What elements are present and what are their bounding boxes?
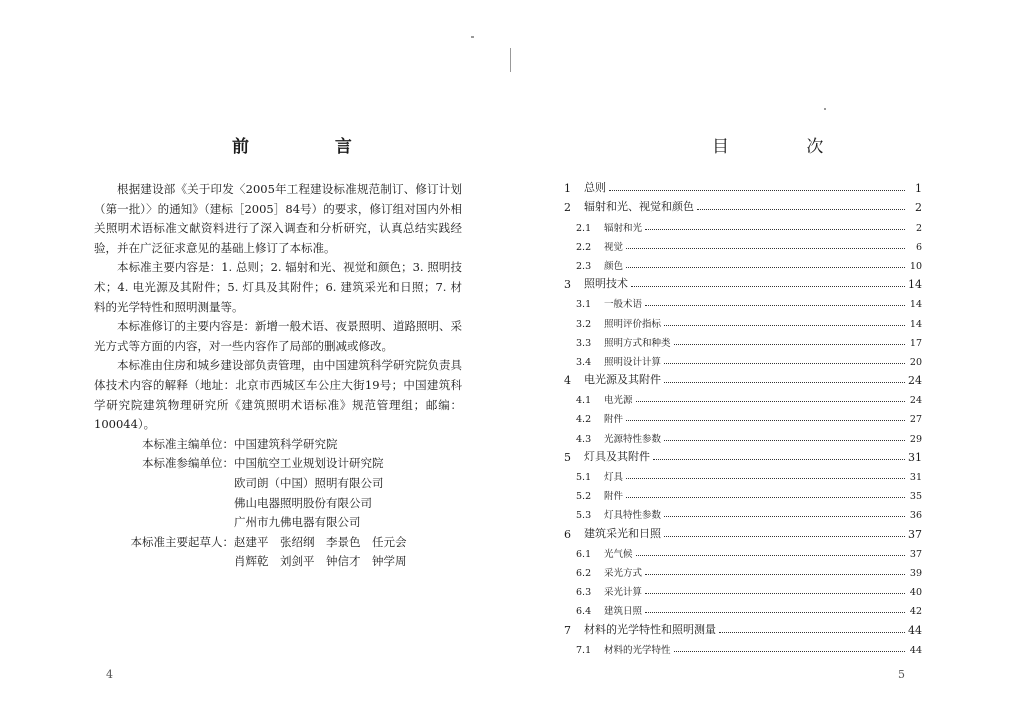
toc-entry-title: 建筑日照 [604,606,643,618]
toc-entry-page: 36 [909,510,922,522]
toc-entry-title: 总则 [584,181,606,195]
toc-entry-number: 4.3 [576,433,592,445]
toc-entry-page: 6 [915,241,922,253]
toc-entry [564,368,922,387]
toc-leader-dots [664,516,905,517]
toc-entry [564,521,922,540]
toc-entry-title: 材料的光学特性和照明测量 [584,622,716,636]
toc-entry-number: 3.4 [576,356,592,368]
right-page [512,0,1024,724]
toc-entry [564,406,922,425]
toc-entry-page: 2 [915,201,922,215]
toc-entry-number: 2.3 [576,260,592,272]
toc-entry [564,502,922,521]
toc-entry-title: 采光方式 [604,567,643,579]
toc-entry-page: 24 [909,395,922,407]
toc-leader-dots [626,248,905,249]
toc-entry-page: 31 [908,450,922,464]
drafter-name: 李景色 [326,534,361,549]
toc-entry [564,291,922,310]
toc-entry-page: 40 [909,587,922,599]
toc-entry-page: 37 [908,527,922,541]
toc-entry-page: 35 [909,491,922,503]
drafter-name: 肖辉乾 [234,554,269,569]
toc-entry-page: 10 [909,260,922,272]
toc-entry-page: 24 [908,374,922,388]
toc-entry-title: 材料的光学特性 [604,644,671,656]
toc-entry-title: 灯具及其附件 [584,449,650,463]
toc-entry [564,310,922,329]
toc-entry-number: 3 [564,278,571,292]
participant-unit: 欧司朗（中国）照明有限公司 [234,475,384,490]
toc-leader-dots [664,382,905,383]
scan-speck [510,48,511,72]
toc-entry [564,598,922,617]
chief-unit-label: 本标准主编单位： [142,436,234,451]
toc-entry-number: 5 [564,450,571,464]
preface-paragraph: 本标准主要内容是：1. 总则；2. 辐射和光、视觉和颜色；3. 照明技术；4. 电光源及其附件；5. 灯具及其附件；6. 建筑采光和日照；7. 材料的光学特性和照明测量等。 [94,260,462,314]
toc-entry-title: 一般术语 [604,299,643,311]
toc-entry [564,445,922,464]
toc-entry [564,425,922,444]
table-of-contents [564,176,922,656]
preface-paragraph: 根据建设部《关于印发〈2005年工程建设标准规范制订、修订计划（第一批）〉的通知》（建标［2005］84号）的要求，修订组对国内外相关照明术语标准文献资料进行了深入调查和分析研究，认真总结实践经验，并在广泛征求意见的基础上修订了本标准。 [94,182,462,255]
toc-entry [564,464,922,483]
toc-entry-number: 6.1 [576,548,592,560]
preface-paragraph: 本标准由住房和城乡建设部负责管理，由中国建筑科学研究院负责具体技术内容的解释（地址：北京市西城区车公庄大街19号；中国建筑科学研究院建筑物理研究所《建筑照明术语标准》规范管理组；邮编：100044）。 [94,358,462,432]
toc-leader-dots [697,209,905,210]
toc-leader-dots [609,190,905,191]
preface-body [94,180,462,572]
participant-unit-label: 本标准参编单位： [142,456,234,471]
toc-entry-title: 光源特性参数 [604,433,662,445]
toc-entry-number: 6.3 [576,587,592,599]
participant-unit-row [94,454,462,474]
toc-leader-dots [636,555,905,556]
drafters-names [234,533,418,553]
toc-entry [564,617,922,636]
toc-leader-dots [664,363,905,364]
toc-leader-dots [645,305,905,306]
toc-entry-number: 5.2 [576,491,592,503]
toc-leader-dots [626,497,905,498]
toc-entry-title: 照明技术 [584,277,628,291]
toc-entry-title: 辐射和光、视觉和颜色 [584,200,694,214]
toc-entry [564,176,922,195]
toc-entry-page: 44 [909,644,922,656]
toc-leader-dots [653,459,905,460]
toc-leader-dots [645,229,905,230]
toc-entry-number: 7.1 [576,644,592,656]
toc-entry-title: 电光源及其附件 [584,373,661,387]
toc-entry-number: 6.2 [576,567,592,579]
toc-entry [564,234,922,253]
toc-entry [564,195,922,214]
page-number: 4 [106,668,113,681]
toc-entry-title: 附件 [604,414,624,426]
toc-entry [564,349,922,368]
toc-entry [564,541,922,560]
chief-unit-row [94,435,462,455]
toc-entry-page: 14 [908,278,922,292]
toc-leader-dots [626,478,905,479]
toc-entry [564,637,922,656]
toc-entry-page: 37 [909,548,922,560]
page-number: 5 [898,668,905,681]
toc-entry-title: 灯具特性参数 [604,510,662,522]
toc-entry [564,483,922,502]
toc-entry-title: 灯具 [604,472,624,483]
participant-unit: 佛山电器照明股份有限公司 [234,495,372,510]
toc-entry-number: 4.1 [576,395,592,407]
toc-entry-title: 光气候 [604,548,633,560]
toc-leader-dots [664,440,905,441]
participant-unit-row [94,513,462,533]
toc-entry-number: 6.4 [576,606,592,618]
participant-unit: 广州市九佛电器有限公司 [234,515,361,530]
toc-entry-page: 31 [909,472,922,483]
toc-entry-title: 采光计算 [604,587,643,599]
toc-entry [564,214,922,233]
toc-leader-dots [626,267,905,268]
toc-entry-title: 照明评价指标 [604,318,662,330]
drafters-label: 本标准主要起草人： [130,534,234,549]
toc-entry [564,330,922,349]
toc-entry-title: 建筑采光和日照 [584,526,661,540]
toc-entry-page: 39 [909,567,922,579]
toc-entry [564,272,922,291]
toc-entry-title: 附件 [604,491,624,503]
drafter-name: 赵建平 [234,534,269,549]
toc-entry-number: 1 [564,182,571,196]
toc-entry [564,579,922,598]
drafters-names [234,552,418,572]
toc-entry-number: 3.2 [576,318,592,330]
toc-entry-page: 29 [909,433,922,445]
toc-entry-title: 照明方式和种类 [604,337,671,349]
toc-leader-dots [645,574,905,575]
preface-paragraph: 本标准修订的主要内容是：新增一般术语、夜景照明、道路照明、采光方式等方面的内容，对一些内容作了局部的删减或修改。 [94,319,462,353]
toc-leader-dots [626,420,905,421]
toc-entry-page: 44 [908,623,922,637]
scan-speck [824,108,826,110]
toc-leader-dots [631,286,905,287]
toc-entry-page: 17 [909,337,922,349]
participant-unit-row [94,474,462,494]
toc-entry-page: 14 [909,318,922,330]
toc-entry-title: 视觉 [604,241,624,253]
toc-leader-dots [645,612,905,613]
drafters-row [94,533,462,553]
toc-entry-title: 照明设计计算 [604,356,662,368]
toc-entry-number: 3.3 [576,337,592,349]
toc-leader-dots [664,536,905,537]
toc-entry-title: 电光源 [604,395,633,407]
toc-entry [564,387,922,406]
toc-leader-dots [645,593,905,594]
toc-leader-dots [674,651,905,652]
toc-entry [564,253,922,272]
toc-entry [564,560,922,579]
toc-leader-dots [636,401,905,402]
toc-entry-number: 5.1 [576,472,592,483]
drafter-name: 钟学周 [372,554,407,569]
chief-unit: 中国建筑科学研究院 [234,436,338,451]
toc-entry-number: 3.1 [576,299,592,311]
toc-entry-number: 2 [564,201,571,215]
toc-entry-page: 14 [909,299,922,311]
toc-entry-page: 20 [909,356,922,368]
toc-entry-number: 4 [564,374,571,388]
toc-entry-title: 辐射和光 [604,222,643,234]
toc-entry-number: 4.2 [576,414,592,426]
drafter-name: 刘剑平 [280,554,315,569]
participant-unit: 中国航空工业规划设计研究院 [234,456,384,471]
toc-entry-page: 27 [909,414,922,426]
toc-entry-number: 7 [564,623,571,637]
drafter-name: 钟信才 [326,554,361,569]
toc-entry-page: 2 [915,222,922,234]
toc-entry-page: 42 [909,606,922,618]
drafters-row [94,552,462,572]
toc-entry-page: 1 [915,182,922,196]
toc-leader-dots [674,344,905,345]
toc-entry-number: 2.1 [576,222,592,234]
drafter-name: 任元会 [372,534,407,549]
toc-entry-number: 6 [564,527,571,541]
toc-leader-dots [664,325,905,326]
toc-leader-dots [719,632,905,633]
toc-entry-title: 颜色 [604,260,624,272]
toc-entry-number: 5.3 [576,510,592,522]
contents-heading: 目 次 [712,137,860,157]
drafter-name: 张绍纲 [280,534,315,549]
toc-entry-number: 2.2 [576,241,592,253]
participant-unit-row [94,494,462,514]
scan-speck [471,36,474,38]
preface-heading: 前 言 [232,137,392,157]
